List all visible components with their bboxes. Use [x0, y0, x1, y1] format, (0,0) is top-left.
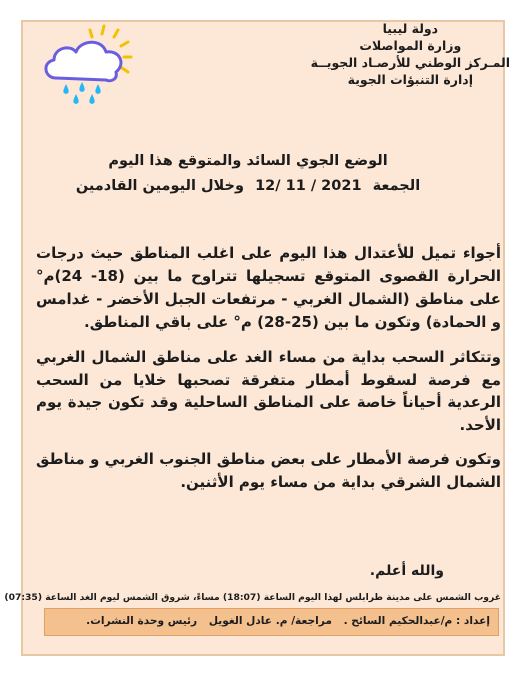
header-center: المـركز الوطني للأرصـاد الجويــة: [310, 55, 510, 70]
header-ministry: وزارة المواصلات: [359, 38, 462, 53]
preparer-name: إعداد : م/عبدالحكيم السائح .: [343, 615, 490, 627]
bulletin-title: [60, 150, 436, 200]
reviewer-name: مراجعة/ م. عادل الغويل: [208, 615, 332, 627]
sun-times: غروب الشمس على مدينة طرابلس لهذا اليوم الساعة (18:07) مساءً، شروق الشمس ليوم الغد الساعة (07:35): [4, 592, 501, 603]
closing-text: والله أعلم.: [369, 563, 444, 579]
title-day: الجمعة: [372, 178, 421, 194]
forecast-paragraph-2: وتتكاثر السحب بداية من مساء الغد على مناطق الشمال الغربي مع فرصة لسقوط أمطار متفرقة تصحبها خلايا من السحب الرعدية أحياناً خاصة على المناطق الساحلية وقد تكون جيدة يوم الأحد.: [36, 348, 501, 434]
cloud-sun-rain-icon: [36, 20, 134, 106]
title-date-line: [60, 172, 436, 200]
title-main: الوضع الجوي السائد والمتوقع هذا اليوم: [108, 153, 388, 169]
title-suffix: وخلال اليومين القادمين: [75, 178, 245, 194]
reviewer-role: رئيس وحدة النشرات.: [86, 615, 198, 627]
prepared-by-bar: [44, 608, 499, 636]
header-country: دولة ليبيا: [382, 21, 439, 36]
issuer-header: [311, 20, 510, 88]
forecast-paragraph-3: وتكون فرصة الأمطار على بعض مناطق الجنوب الغربي و مناطق الشمال الشرقي بداية من مساء يوم الأثنين.: [36, 450, 501, 491]
title-date: 12/ 11 / 2021: [255, 178, 362, 194]
header-department: إدارة التنبؤات الجوية: [347, 72, 473, 87]
forecast-paragraph-1: أجواء تميل للأعتدال هذا اليوم على اغلب المناطق حيث درجات الحرارة القصوى المتوقع تسجيلها تتراوح ما بين (18- 24)م° على مناطق (الشمال الغربي - مرتفعات الجبل الأخضر - غدامس و الحمادة) وتكون ما بين (25-28) م° على باقي المناطق.: [36, 244, 501, 331]
forecast-body: [36, 242, 501, 505]
